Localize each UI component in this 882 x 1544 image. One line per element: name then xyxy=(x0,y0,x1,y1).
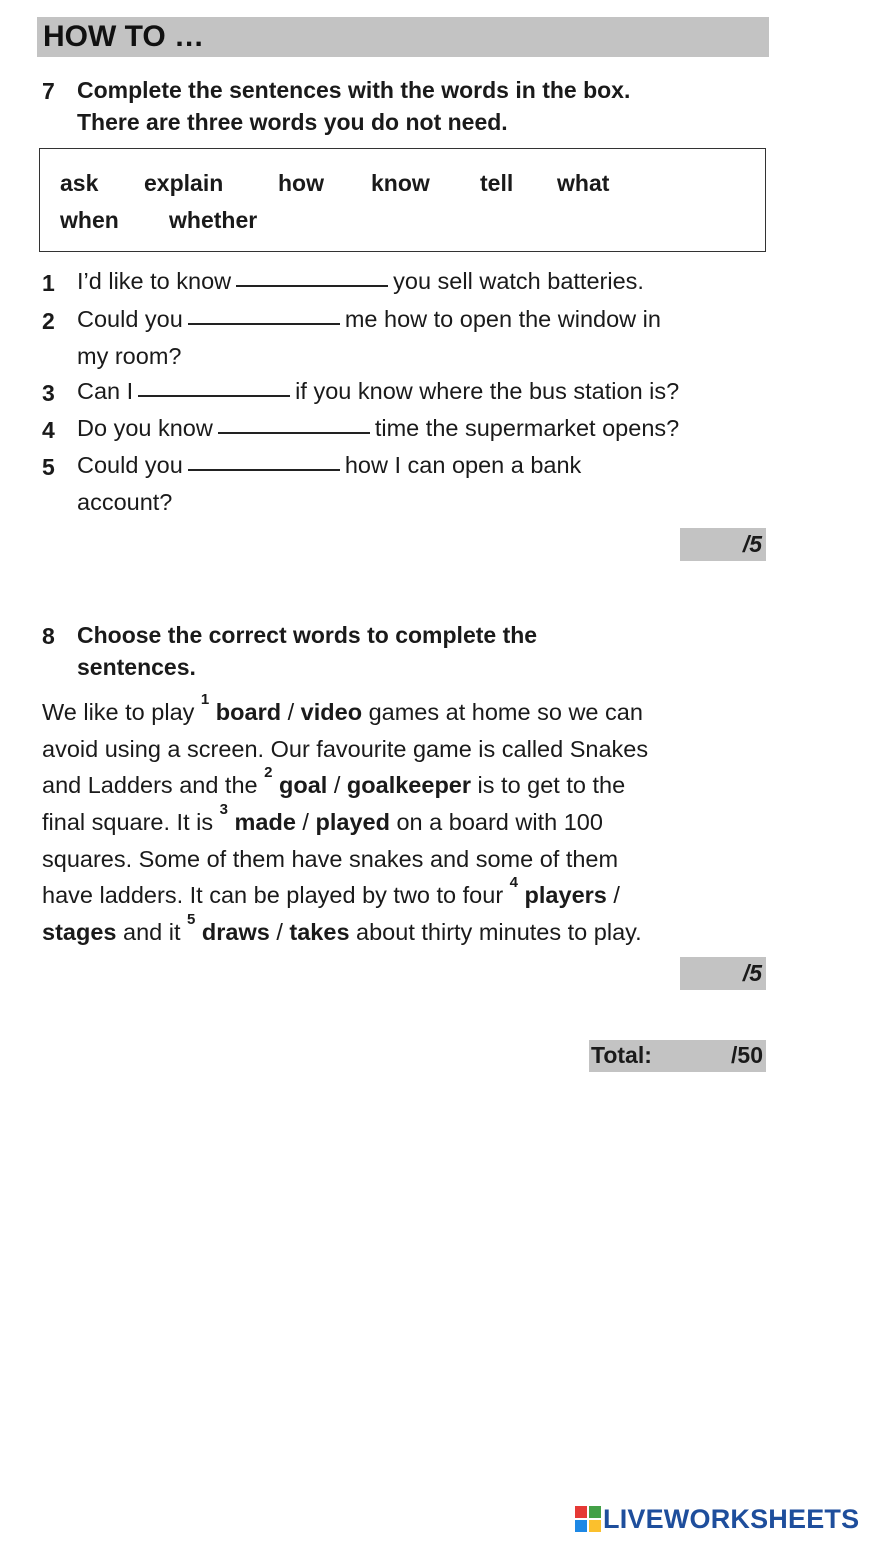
liveworksheets-logo xyxy=(575,1503,859,1535)
exercise-7-number: 7 xyxy=(42,78,55,104)
answer-blank[interactable] xyxy=(236,284,388,287)
word-when: when xyxy=(60,207,119,233)
passage-text: final square. It is xyxy=(42,809,220,836)
passage-text: and it xyxy=(116,919,188,946)
sentence-continuation: account? xyxy=(77,489,173,515)
logo-square xyxy=(575,1506,587,1518)
option-played[interactable]: played xyxy=(315,809,390,836)
sentence-end: if you know where the bus station is? xyxy=(295,378,680,404)
option-separator: / xyxy=(269,919,290,946)
instruction-line: There are three words you do not need. xyxy=(77,109,508,135)
sentence-item xyxy=(77,268,644,295)
passage-text: have ladders. It can be played by two to four xyxy=(42,882,510,909)
passage-line xyxy=(42,691,762,731)
option-separator: / xyxy=(295,809,316,836)
answer-blank[interactable] xyxy=(218,431,370,434)
passage-text: games at home so we can xyxy=(362,699,643,725)
passage-line xyxy=(42,801,762,841)
sentence-continuation: my room? xyxy=(77,343,182,369)
logo-square xyxy=(589,1520,601,1532)
item-number: 5 xyxy=(42,454,55,480)
option-goalkeeper[interactable]: goalkeeper xyxy=(346,772,472,799)
exercise-8-instruction xyxy=(77,619,537,683)
option-goal[interactable]: goal xyxy=(279,772,328,799)
sentence-start: Could you xyxy=(77,452,183,478)
option-board[interactable]: board xyxy=(215,699,282,725)
word-explain: explain xyxy=(144,170,224,196)
sentence-start: Do you know xyxy=(77,415,213,441)
gap-number: 1 xyxy=(200,691,210,708)
exercise-8-number: 8 xyxy=(42,623,55,649)
sentence-item xyxy=(77,452,581,479)
option-stages[interactable]: stages xyxy=(42,919,117,946)
score-box xyxy=(680,528,766,561)
option-made[interactable]: made xyxy=(234,809,296,836)
logo-square xyxy=(589,1506,601,1518)
option-draws[interactable]: draws xyxy=(201,919,270,946)
word-tell: tell xyxy=(480,170,514,196)
word-whether: whether xyxy=(169,207,258,233)
answer-blank[interactable] xyxy=(138,394,290,397)
passage-text: on a board with 100 xyxy=(389,809,603,836)
sentence-item xyxy=(77,415,679,442)
word-how: how xyxy=(278,170,324,196)
score-value: /5 xyxy=(742,531,762,557)
sentence-item xyxy=(77,306,661,333)
score-value: /5 xyxy=(742,960,762,986)
passage-text: We like to play xyxy=(42,699,201,725)
sentence-item xyxy=(77,378,679,405)
score-box xyxy=(680,957,766,990)
total-label: Total: xyxy=(591,1042,652,1068)
item-number: 1 xyxy=(42,270,55,296)
item-number: 3 xyxy=(42,380,55,406)
answer-blank[interactable] xyxy=(188,322,340,325)
gap-number: 3 xyxy=(219,801,228,819)
passage-line xyxy=(42,874,762,914)
word-box xyxy=(39,148,766,252)
sentence-end: me how to open the window in xyxy=(344,306,661,332)
option-takes[interactable]: takes xyxy=(289,919,350,946)
answer-blank[interactable] xyxy=(188,468,340,471)
option-separator: / xyxy=(327,772,347,799)
passage-line: squares. Some of them have snakes and some of them xyxy=(42,845,619,872)
instruction-line: Complete the sentences with the words in the box. xyxy=(77,77,631,103)
word-know: know xyxy=(371,170,430,196)
passage-text: about thirty minutes to play. xyxy=(349,919,642,946)
page-title: HOW TO … xyxy=(43,20,205,53)
passage-text: is to get to the xyxy=(471,772,626,799)
item-number: 4 xyxy=(42,417,55,443)
gap-number: 4 xyxy=(509,874,519,892)
header-bar xyxy=(37,17,769,57)
sentence-start: Can I xyxy=(77,378,134,404)
total-box xyxy=(589,1040,766,1072)
option-separator: / xyxy=(281,699,301,725)
sentence-end: how I can open a bank xyxy=(344,452,582,478)
option-players[interactable]: players xyxy=(524,882,607,909)
exercise-7-instruction xyxy=(77,74,630,138)
word-ask: ask xyxy=(60,170,99,196)
logo-grid-icon xyxy=(575,1506,601,1532)
gap-number: 2 xyxy=(264,764,273,782)
sentence-end: you sell watch batteries. xyxy=(393,268,644,294)
instruction-line: Choose the correct words to complete the xyxy=(77,622,538,648)
passage-line xyxy=(42,911,762,951)
passage-text: and Ladders and the xyxy=(42,772,265,799)
logo-text: LIVEWORKSHEETS xyxy=(603,1503,860,1534)
option-separator: / xyxy=(606,882,620,909)
instruction-line: sentences. xyxy=(77,654,196,680)
gap-number: 5 xyxy=(187,911,196,929)
sentence-start: Could you xyxy=(77,306,183,332)
sentence-end: time the supermarket opens? xyxy=(374,415,680,441)
word-what: what xyxy=(557,170,610,196)
passage-line xyxy=(42,764,762,804)
passage-line: avoid using a screen. Our favourite game is called Snakes xyxy=(42,735,649,762)
reading-passage xyxy=(42,691,762,951)
option-video[interactable]: video xyxy=(300,699,363,725)
total-value: /50 xyxy=(731,1042,763,1068)
sentence-start: I’d like to know xyxy=(77,268,232,294)
logo-square xyxy=(575,1520,587,1532)
item-number: 2 xyxy=(42,308,55,334)
